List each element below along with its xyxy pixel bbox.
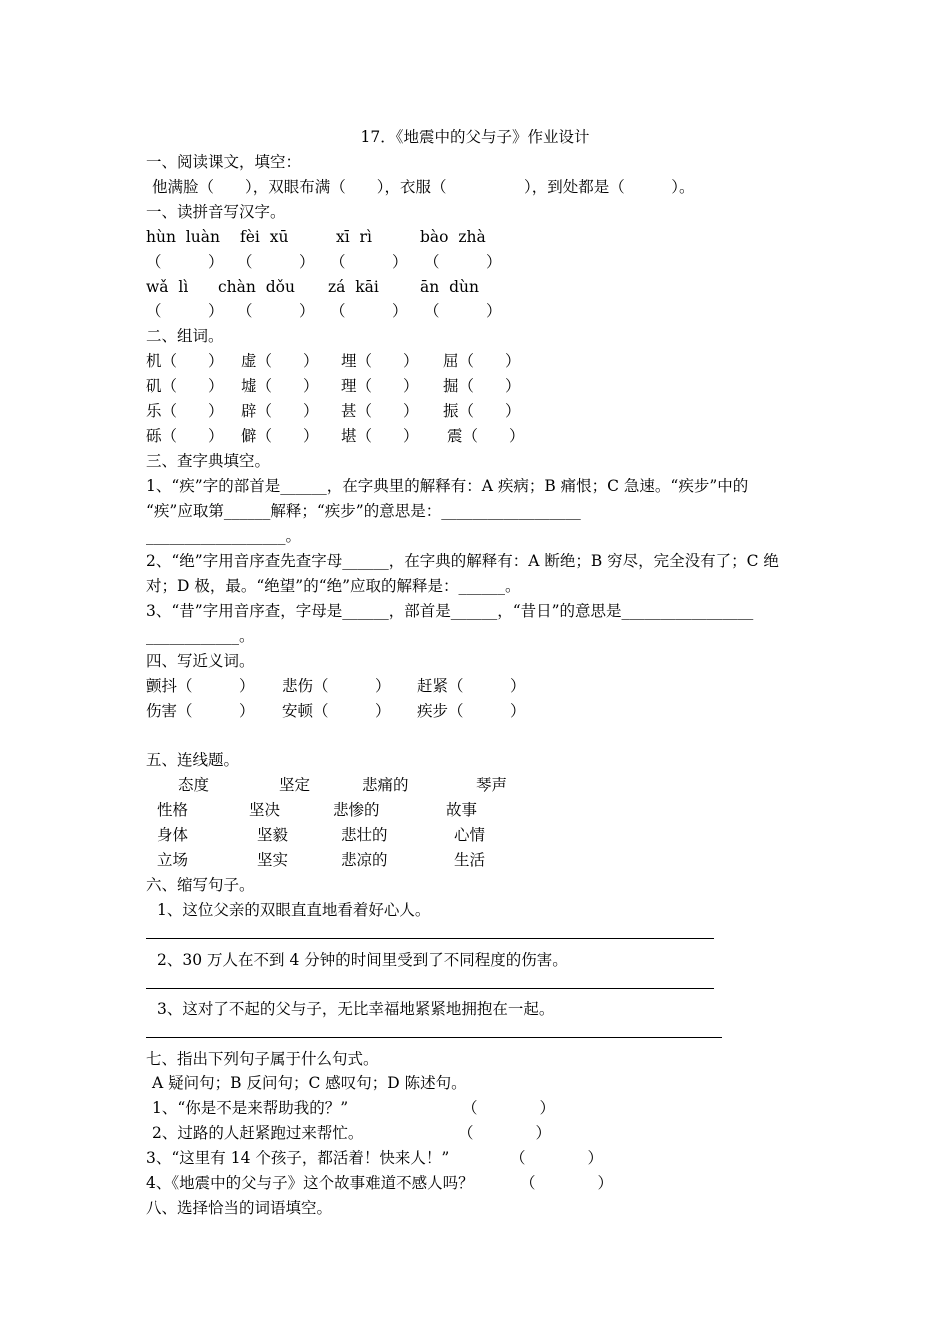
section-heading-read: 一、阅读课文，填空： xyxy=(146,153,302,171)
shorten-sentence: 1、这位父亲的双眼直直地看着好心人。 xyxy=(157,901,431,919)
synonym-item: 颤抖（ ） xyxy=(146,677,255,695)
answer-blank: （ ） xyxy=(424,302,502,320)
answer-line xyxy=(146,1037,722,1038)
dictionary-question-1: 1、“疾”字的部首是______，在字典里的解释有：A 疾病；B 痛恨；C 急速。“疾步”中的 xyxy=(146,477,749,495)
synonym-item: 伤害（ ） xyxy=(146,702,255,720)
dictionary-question-3: ____________。 xyxy=(146,627,255,645)
synonym-item: 悲伤（ ） xyxy=(282,677,391,695)
section-heading-shorten: 六、缩写句子。 xyxy=(146,876,255,894)
group-word-item: 墟（ ） xyxy=(241,377,319,395)
synonym-item: 疾步（ ） xyxy=(417,702,526,720)
dictionary-question-2: 对；D 极，最。“绝望”的“绝”应取的解释是：______。 xyxy=(146,577,521,595)
synonym-item: 安顿（ ） xyxy=(282,702,391,720)
section-heading-synonyms: 四、写近义词。 xyxy=(146,652,255,670)
matching-word: 生活 xyxy=(454,851,486,869)
read-fill-sentence: 他满脸（ ），双眼布满（ ），衣服（ ），到处都是（ ）。 xyxy=(152,178,695,196)
dictionary-question-1: “疾”应取第______解释；“疾步”的意思是：__________________ xyxy=(146,502,581,520)
synonym-item: 赶紧（ ） xyxy=(417,677,526,695)
answer-blank: （ ） xyxy=(520,1174,614,1192)
answer-blank: （ ） xyxy=(424,253,502,271)
page-title: 17．《地震中的父与子》作业设计 xyxy=(360,128,590,146)
answer-blank: （ ） xyxy=(458,1124,552,1142)
section-heading-choose-words: 八、选择恰当的词语填空。 xyxy=(146,1199,333,1217)
pinyin-item: xī rì xyxy=(336,228,372,246)
section-heading-pinyin: 一、读拼音写汉字。 xyxy=(146,203,286,221)
sentence-type-item: 1、“你是不是来帮助我的？” xyxy=(152,1099,349,1117)
group-word-item: 辟（ ） xyxy=(241,402,319,420)
pinyin-item: bào zhà xyxy=(420,228,486,246)
section-heading-group: 二、组词。 xyxy=(146,327,224,345)
answer-blank: （ ） xyxy=(146,253,224,271)
matching-word: 坚毅 xyxy=(257,826,289,844)
matching-word: 心情 xyxy=(454,826,486,844)
group-word-item: 僻（ ） xyxy=(241,427,319,445)
answer-blank: （ ） xyxy=(146,302,224,320)
pinyin-item: zá kāi xyxy=(328,278,379,296)
answer-blank: （ ） xyxy=(330,253,408,271)
shorten-sentence: 3、这对了不起的父与子，无比幸福地紧紧地拥抱在一起。 xyxy=(157,1000,555,1018)
section-heading-matching: 五、连线题。 xyxy=(146,751,240,769)
answer-blank: （ ） xyxy=(510,1149,604,1167)
matching-word: 身体 xyxy=(157,826,189,844)
sentence-type-item: 4、《地震中的父与子》这个故事难道不感人吗？ xyxy=(146,1174,474,1192)
pinyin-item: hùn luàn xyxy=(146,228,220,246)
matching-word: 坚实 xyxy=(257,851,289,869)
sentence-type-item: 3、“这里有 14 个孩子，都活着！快来人！” xyxy=(146,1149,450,1167)
group-word-item: 甚（ ） xyxy=(341,402,419,420)
matching-word: 坚决 xyxy=(249,801,281,819)
group-word-item: 砾（ ） xyxy=(146,427,224,445)
pinyin-item: wǎ lì xyxy=(146,278,189,296)
shorten-sentence: 2、30 万人在不到 4 分钟的时间里受到了不同程度的伤害。 xyxy=(157,951,568,969)
dictionary-question-3: 3、“昔”字用音序查，字母是______，部首是______，“昔日”的意思是_________________ xyxy=(146,602,754,620)
matching-word: 态度 xyxy=(178,776,210,794)
answer-line xyxy=(146,938,714,939)
pinyin-item: chàn dǒu xyxy=(218,278,295,296)
group-word-item: 振（ ） xyxy=(443,402,521,420)
matching-word: 琴声 xyxy=(476,776,508,794)
matching-word: 悲惨的 xyxy=(333,801,380,819)
matching-word: 立场 xyxy=(157,851,189,869)
group-word-item: 堪（ ） xyxy=(341,427,419,445)
dictionary-question-1: __________________。 xyxy=(146,527,302,545)
answer-blank: （ ） xyxy=(462,1099,556,1117)
group-word-item: 乐（ ） xyxy=(146,402,224,420)
dictionary-question-2: 2、“绝”字用音序查先查字母______，在字典的解释有：A 断绝；B 穷尽，完全没有了；C 绝 xyxy=(146,552,779,570)
answer-line xyxy=(146,988,714,989)
matching-word: 性格 xyxy=(157,801,189,819)
group-word-item: 机（ ） xyxy=(146,352,224,370)
group-word-item: 矶（ ） xyxy=(146,377,224,395)
answer-blank: （ ） xyxy=(237,253,315,271)
group-word-item: 埋（ ） xyxy=(341,352,419,370)
group-word-item: 掘（ ） xyxy=(443,377,521,395)
group-word-item: 屈（ ） xyxy=(443,352,521,370)
matching-word: 故事 xyxy=(446,801,478,819)
matching-word: 悲凉的 xyxy=(341,851,388,869)
matching-word: 悲壮的 xyxy=(341,826,388,844)
matching-word: 坚定 xyxy=(279,776,311,794)
group-word-item: 震（ ） xyxy=(447,427,525,445)
answer-blank: （ ） xyxy=(237,302,315,320)
pinyin-item: fèi xū xyxy=(240,228,289,246)
sentence-type-options: A 疑问句；B 反问句；C 感叹句；D 陈述句。 xyxy=(152,1074,467,1092)
answer-blank: （ ） xyxy=(330,302,408,320)
group-word-item: 理（ ） xyxy=(341,377,419,395)
group-word-item: 虚（ ） xyxy=(241,352,319,370)
section-heading-dictionary: 三、查字典填空。 xyxy=(146,452,271,470)
section-heading-sentence-type: 七、指出下列句子属于什么句式。 xyxy=(146,1050,379,1068)
sentence-type-item: 2、过路的人赶紧跑过来帮忙。 xyxy=(152,1124,364,1142)
pinyin-item: ān dùn xyxy=(420,278,479,296)
matching-word: 悲痛的 xyxy=(362,776,409,794)
